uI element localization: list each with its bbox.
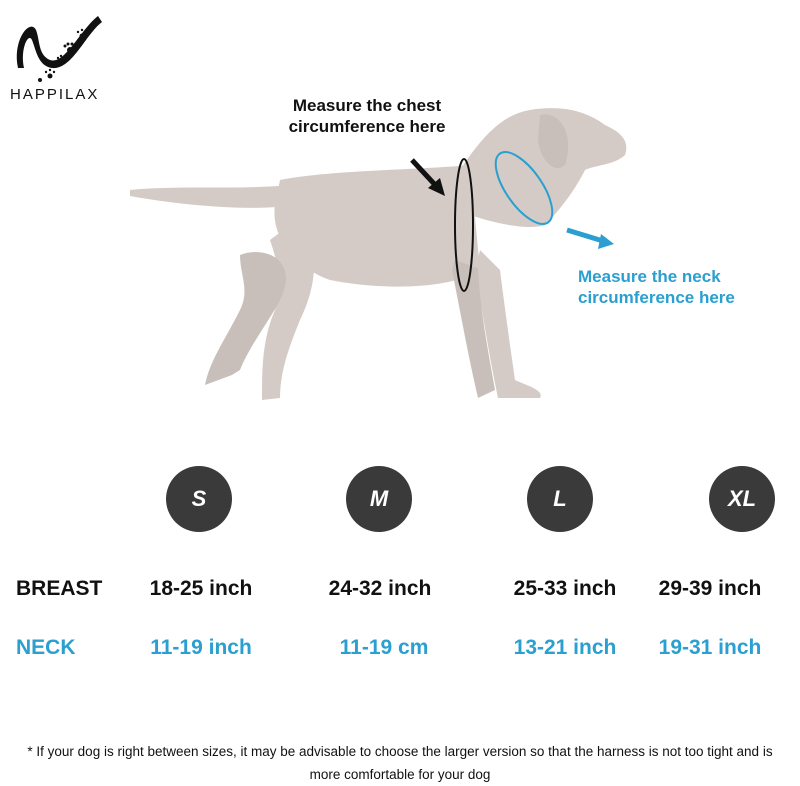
- breast-value-s: 18-25 inch: [149, 577, 253, 600]
- brand-name: HAPPILAX: [10, 86, 100, 103]
- neck-value-s: 11-19 inch: [150, 636, 252, 659]
- size-badge-m: M: [346, 466, 412, 532]
- breast-value-xl: 29-39 inch: [658, 577, 762, 600]
- neck-value-m: 11-19 cm: [339, 636, 429, 659]
- breast-value-m: 24-32 inch: [328, 577, 432, 600]
- dog-tail: [130, 185, 295, 208]
- size-badge-s: S: [166, 466, 232, 532]
- neck-measure-label: Measure the neck circumference here: [578, 267, 735, 307]
- breast-row-label: BREAST: [16, 577, 103, 600]
- breast-value-l: 25-33 inch: [513, 577, 617, 600]
- size-badge-l: L: [527, 466, 593, 532]
- size-badge-xl: XL: [709, 466, 775, 532]
- footnote: * If your dog is right between sizes, it may be advisable to choose the larger version so that the harness is not too tight and is more comfortable for your dog: [27, 744, 773, 782]
- chest-measure-label: Measure the chest circumference here: [288, 96, 446, 136]
- neck-value-xl: 19-31 inch: [658, 636, 762, 659]
- neck-value-l: 13-21 inch: [513, 636, 617, 659]
- neck-row-label: NECK: [16, 636, 76, 659]
- leash-paw-logo-icon: [10, 10, 120, 90]
